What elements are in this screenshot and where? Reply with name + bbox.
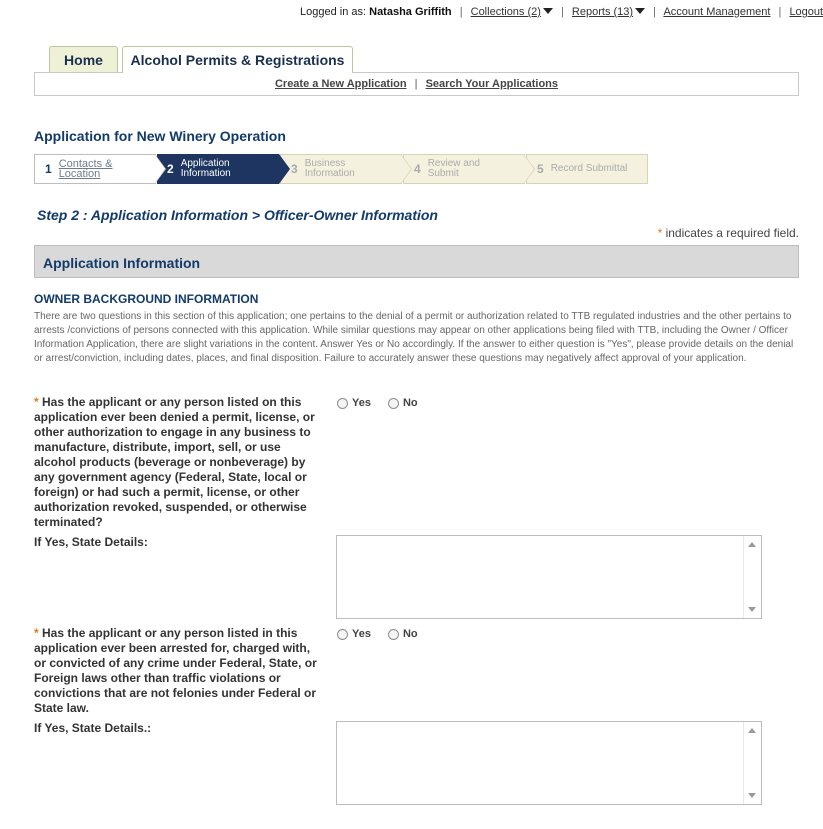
collections-link[interactable]: Collections (2) <box>470 6 541 18</box>
scroll-down-icon[interactable] <box>748 793 756 798</box>
step-number: 1 <box>45 162 52 176</box>
step-label-line1: Application <box>180 158 230 169</box>
scroll-down-icon[interactable] <box>748 607 756 612</box>
collections-dropdown-icon[interactable] <box>543 8 553 14</box>
section-title: Application Information <box>43 255 201 271</box>
step-label-line1: Record Submittal <box>550 163 628 174</box>
step-label-line1: Business <box>304 158 346 169</box>
question-text: Has the applicant or any person listed in this application ever been arrested for, charged with, or convicted of any crime under Federal, State, or Foreign laws other than traffic violations or convictions that are not felonies under Federal or State law. <box>34 626 317 715</box>
scrollbar[interactable] <box>743 722 761 804</box>
arrested-yes-radio[interactable] <box>337 629 348 640</box>
step-number: 4 <box>414 162 421 176</box>
denied-permit-no-radio[interactable] <box>388 398 399 409</box>
logout-link[interactable]: Logout <box>789 6 823 18</box>
step-label-line2: Information <box>180 168 231 179</box>
yes-label[interactable]: Yes <box>352 397 371 409</box>
create-application-link[interactable]: Create a New Application <box>274 78 407 90</box>
no-label[interactable]: No <box>402 628 418 640</box>
required-note-text: indicates a required field. <box>665 226 799 240</box>
step-label-line2: Information <box>304 168 355 179</box>
required-star: * <box>657 226 663 240</box>
question-arrested <box>34 626 319 716</box>
logged-in-prefix: Logged in as: <box>300 6 367 18</box>
step-number: 3 <box>291 162 298 176</box>
arrested-no-radio[interactable] <box>388 629 399 640</box>
required-field-note <box>658 226 799 240</box>
step-number: 5 <box>537 162 544 176</box>
no-label[interactable]: No <box>402 397 418 409</box>
denied-permit-radio-group <box>337 397 435 409</box>
step-number: 2 <box>167 162 174 176</box>
arrested-details-textarea[interactable] <box>336 721 762 805</box>
scroll-up-icon[interactable] <box>748 728 756 733</box>
section-header <box>34 245 799 278</box>
reports-link[interactable]: Reports (13) <box>571 6 634 18</box>
user-bar: Logged in as: Natasha Griffith | Collections (2) | Reports (13) | Account Management | Logout <box>300 6 823 18</box>
scroll-up-icon[interactable] <box>748 542 756 547</box>
denied-permit-details-textarea[interactable] <box>336 535 762 619</box>
tab-alcohol-permits[interactable]: Alcohol Permits & Registrations <box>122 46 353 73</box>
required-star: * <box>34 395 39 409</box>
step-business-information <box>280 154 402 184</box>
step-contacts-location[interactable] <box>34 154 156 184</box>
reports-dropdown-icon[interactable] <box>635 8 645 14</box>
arrested-radio-group <box>337 628 435 640</box>
step-label-line1: Review and <box>427 158 480 169</box>
step-label-line1: Contacts & <box>58 158 113 170</box>
scrollbar[interactable] <box>743 536 761 618</box>
owner-background-title: OWNER BACKGROUND INFORMATION <box>34 292 259 306</box>
question-denied-permit <box>34 395 319 530</box>
step-heading: Step 2 : Application Information > Officer-Owner Information <box>37 207 438 223</box>
sub-navigation: Create a New Application | Search Your Applications <box>34 72 799 96</box>
search-applications-link[interactable]: Search Your Applications <box>425 78 559 90</box>
details-label: If Yes, State Details.: <box>34 721 152 735</box>
step-review-submit <box>403 154 525 184</box>
question-text: Has the applicant or any person listed on this application ever been denied a permit, license, or other authorization to engage in any business to manufacture, distribute, import, sell, or use alcohol products (beverage or nonbeverage) by any government agency (Federal, State, local or foreign) or had such a permit, license, or other authorization revoked, suspended, or otherwise terminated? <box>34 395 315 529</box>
owner-background-intro: There are two questions in this section of this application; one pertains to the denial of a permit or authorization related to TTB regulated industries and the other pertains to arrests /convictions of persons connected with this application. While similar questions may appear on other applications being filed with TTB, including the Owner / Officer Information Application, there are slight variations in the content. Answer Yes or No accordingly. If the answer to either question is "Yes", please provide details on the denial or arrest/conviction, including dates, places, and final disposition. Failure to accurately answer these questions may negatively affect approval of your application. <box>34 311 794 364</box>
details-label: If Yes, State Details: <box>34 535 148 549</box>
denied-permit-yes-radio[interactable] <box>337 398 348 409</box>
step-record-submittal <box>526 154 648 184</box>
step-application-information <box>157 154 279 184</box>
page-title: Application for New Winery Operation <box>34 128 286 144</box>
yes-label[interactable]: Yes <box>352 628 371 640</box>
user-name: Natasha Griffith <box>369 6 452 18</box>
step-label-line2: Submit <box>427 168 459 179</box>
required-star: * <box>34 626 39 640</box>
tab-home[interactable]: Home <box>49 46 118 72</box>
step-label-line2: Location <box>58 168 101 180</box>
account-management-link[interactable]: Account Management <box>663 6 771 18</box>
